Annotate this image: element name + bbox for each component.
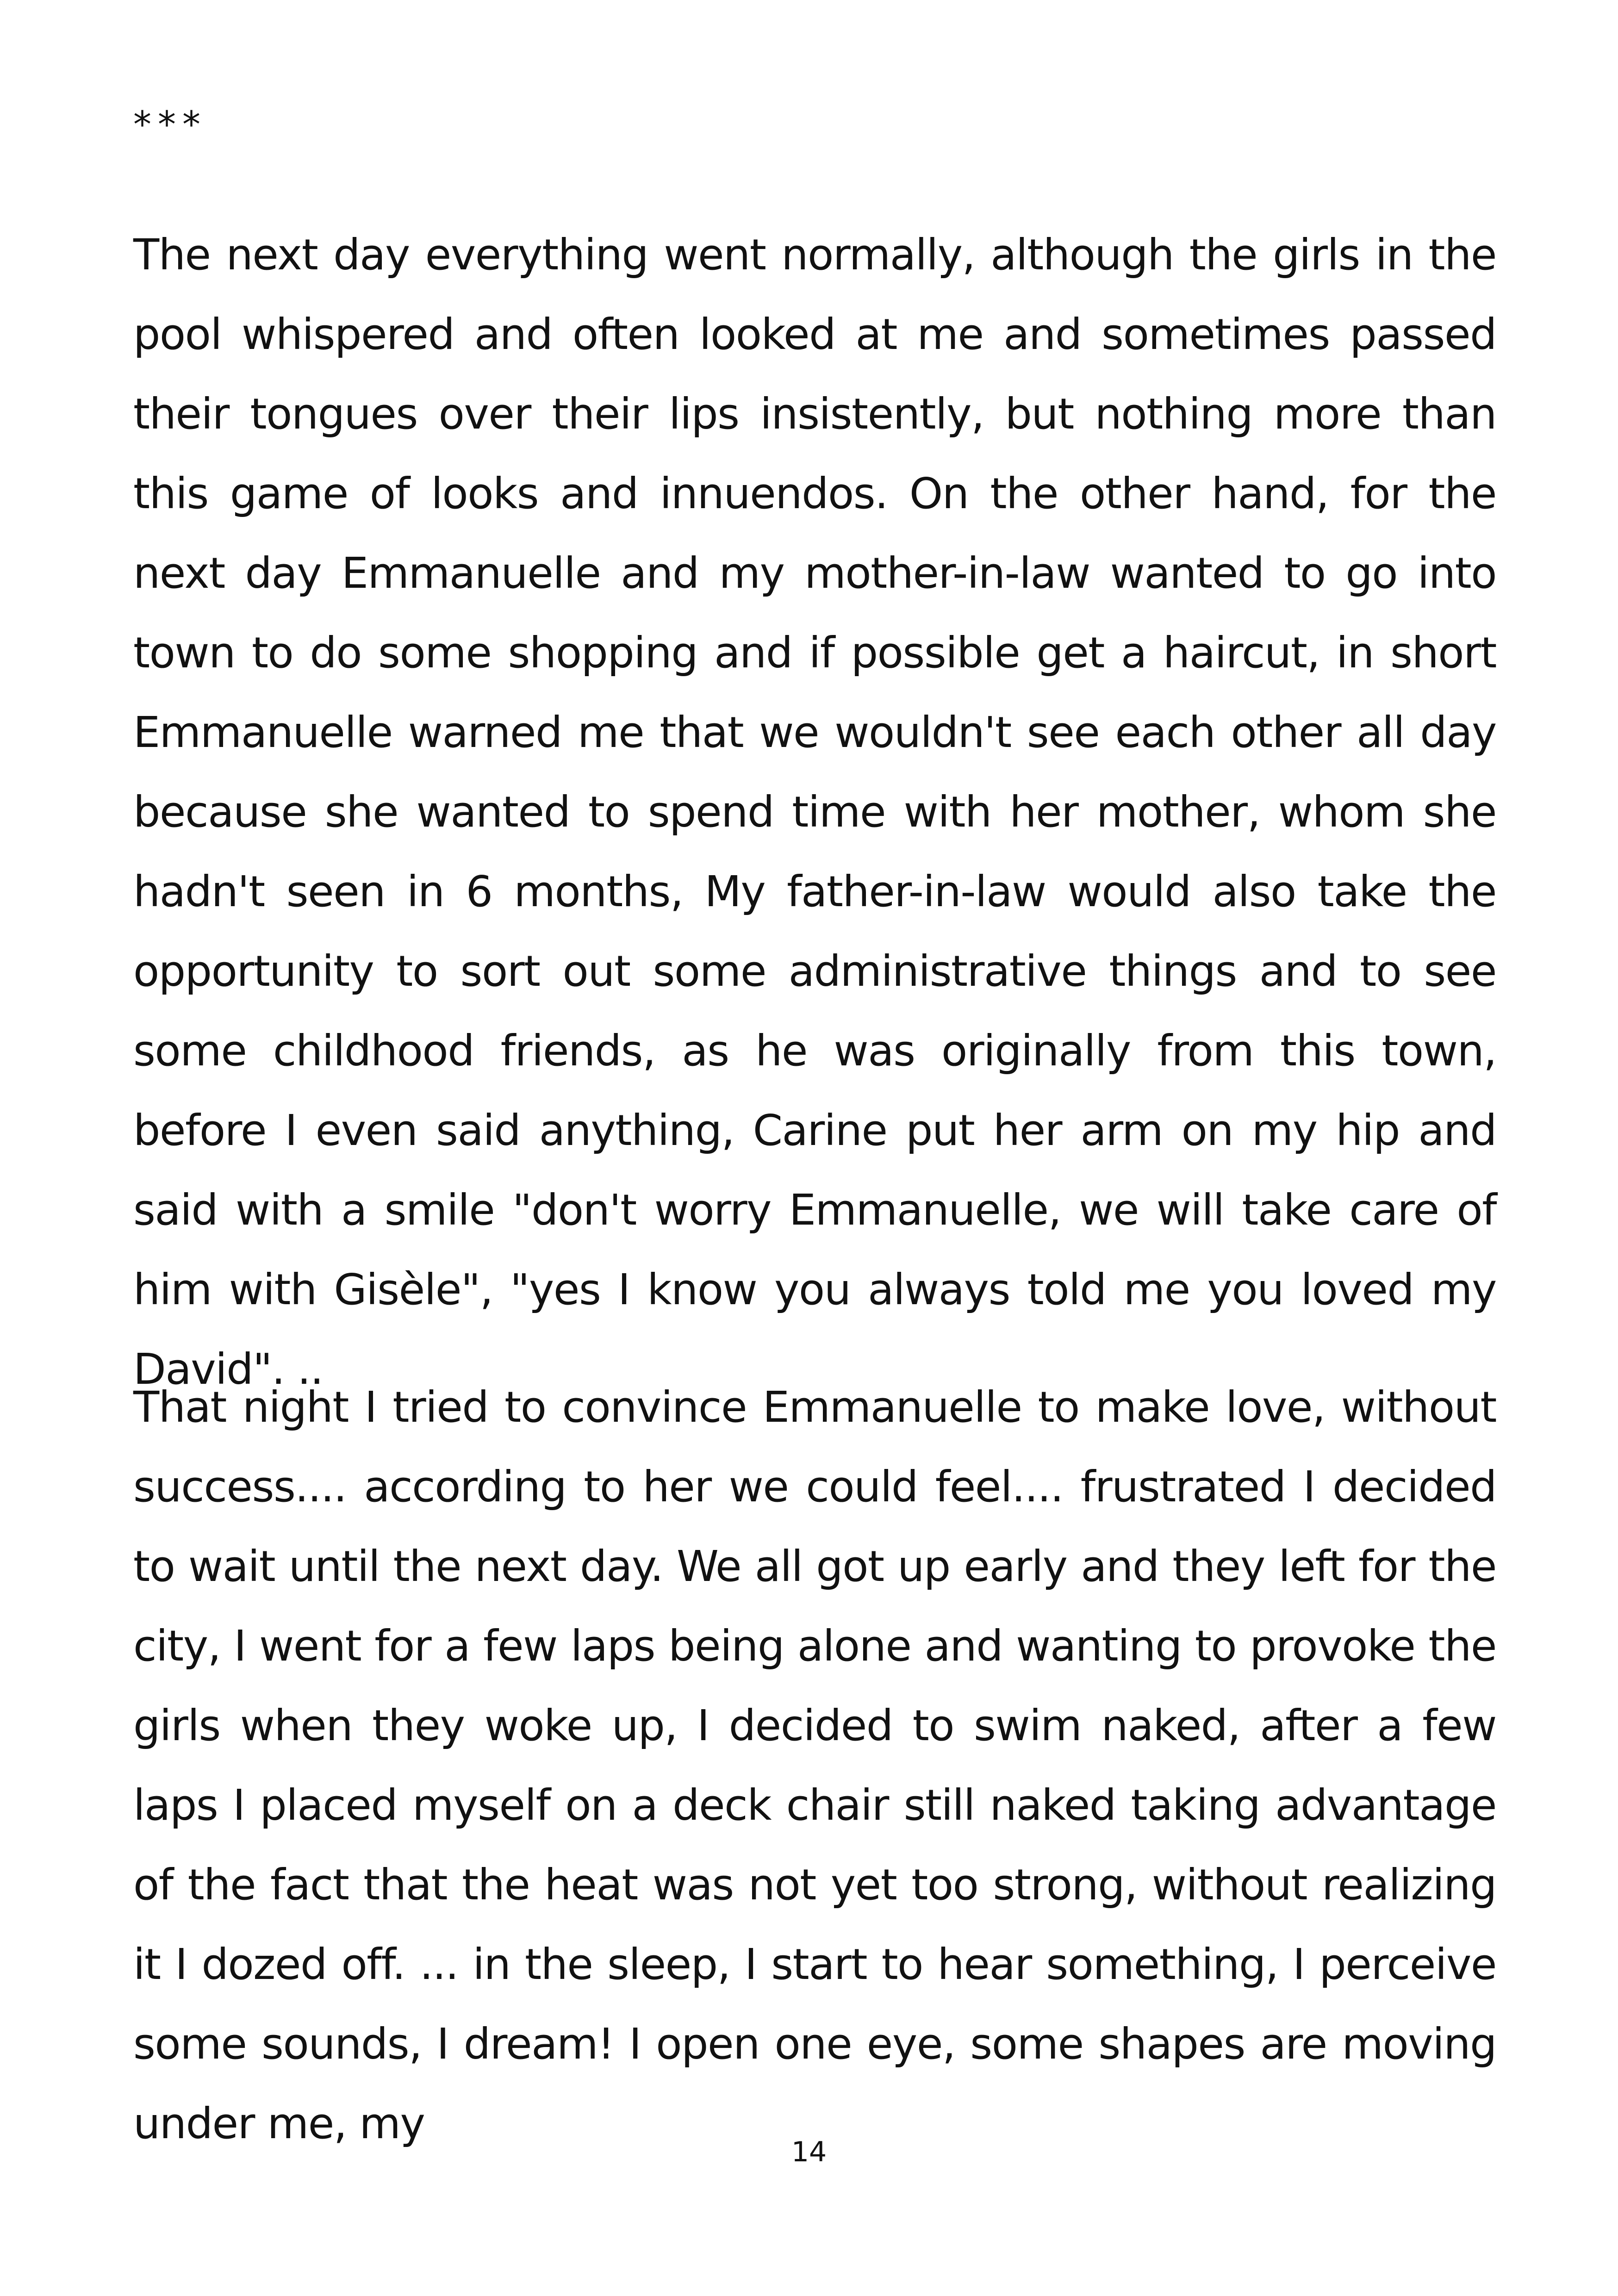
body-paragraph-2: That night I tried to convince Emmanuelle to make love, without success.... according to her we could feel.... frustrated I decided to wait until the next day. We all got up early and they left for the city, I went for a few laps being alone and wanting to provoke the girls when they woke up, I decided to swim naked, after a few laps I placed myself on a deck chair still naked taking advantage of the fact that the heat was not yet too strong, without realizing it I dozed off. ... in the sleep, I start to hear something, I perceive some sounds, I dream! I open one eye, some shapes are moving under me, my: [133, 1382, 1496, 2148]
scene-break: ***: [133, 104, 207, 146]
page-number: 14: [791, 2136, 827, 2168]
body-paragraph-1: The next day everything went normally, although the girls in the pool whispered and often looked at me and sometimes passed their tongues over their lips insistently, but nothing more than this game of looks and innuendos. On the other hand, for the next day Emmanuelle and my mother-in-law wanted to go into town to do some shopping and if possible get a haircut, in short Emmanuelle warned me that we wouldn't see each other all day because she wanted to spend time with her mother, whom she hadn't seen in 6 months, My father-in-law would also take the opportunity to sort out some administrative things and to see some childhood friends, as he was originally from this town, before I even said anything, Carine put her arm on my hip and said with a smile "don't worry Emmanuelle, we will take care of him with Gisèle", "yes I know you always told me you loved my David". ..: [133, 230, 1496, 1394]
